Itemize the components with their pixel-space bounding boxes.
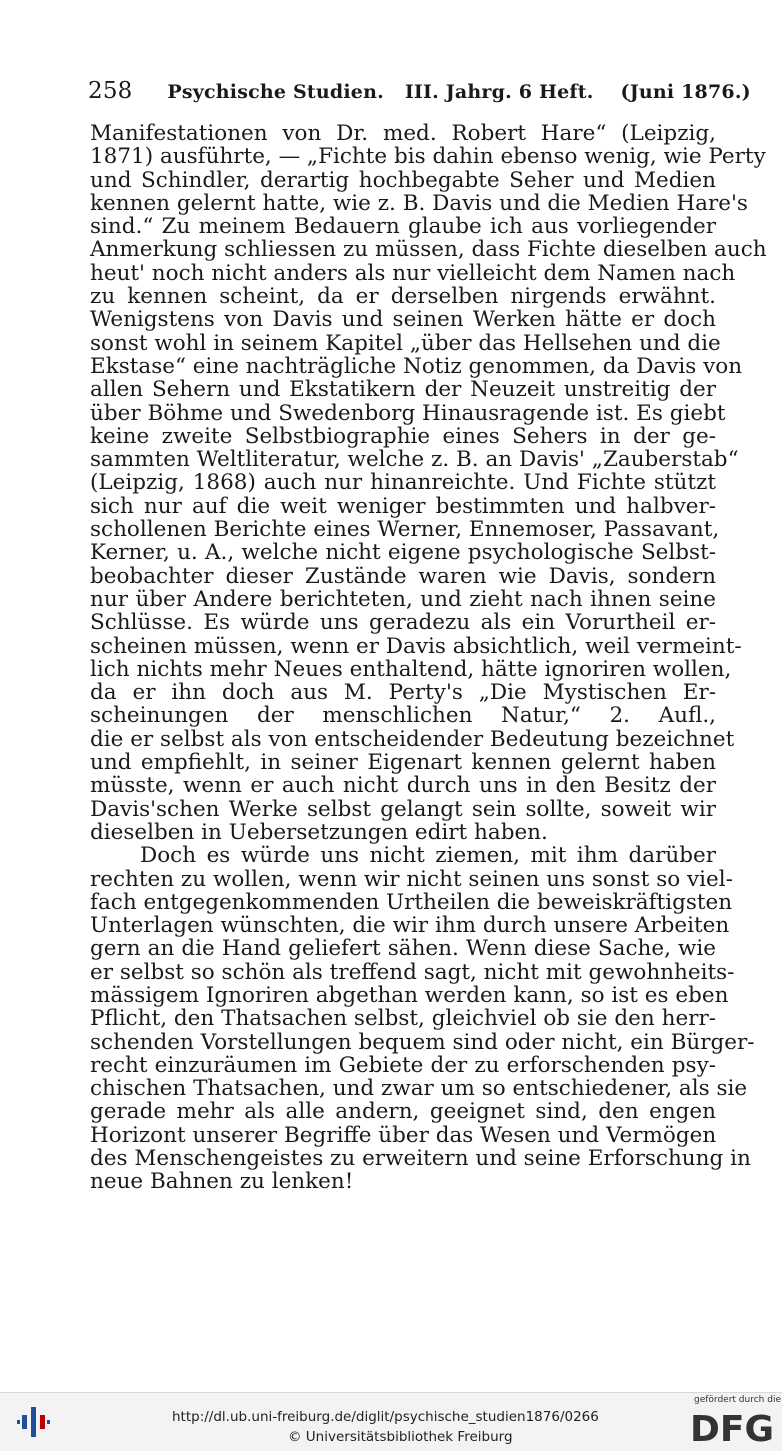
text-line: schenden Vorstellungen bequem sind oder nicht, ein Bürger- — [90, 1029, 755, 1055]
text-line: Schlüsse. Es würde uns geradezu als ein Vorurtheil er- — [90, 610, 716, 636]
text-line: Pflicht, den Thatsachen selbst, gleichviel ob sie den herr- — [90, 1006, 716, 1032]
text-line: über Böhme und Swedenborg Hinausragende ist. Es giebt — [90, 400, 726, 426]
text-line: des Menschengeistes zu erweitern und seine Erforschung in — [90, 1146, 751, 1172]
text-line: Anmerkung schliessen zu müssen, dass Fichte dieselben auch — [90, 237, 767, 263]
text-line: kennen gelernt hatte, wie z. B. Davis und die Medien Hare's — [90, 190, 748, 216]
text-line: recht einzuräumen im Gebiete der zu erforschenden psy- — [90, 1052, 716, 1078]
text-line: sind.“ Zu meinem Bedauern glaube ich aus vorliegender — [90, 214, 716, 240]
text-line: keine zweite Selbstbiographie eines Sehers in der ge- — [90, 423, 716, 449]
text-line: Davis'schen Werke selbst gelangt sein sollte, soweit wir — [90, 796, 716, 822]
text-line: zu kennen scheint, da er derselben nirgends erwähnt. — [90, 284, 716, 310]
text-line: sich nur auf die weit weniger bestimmten und halbver- — [90, 493, 716, 519]
text-line: nur über Andere berichteten, und zieht nach ihnen seine — [90, 586, 716, 612]
text-line: scheinungen der menschlichen Natur,“ 2. Aufl., — [90, 703, 716, 729]
text-line: müsste, wenn er auch nicht durch uns in den Besitz der — [90, 773, 716, 799]
issue-date: (Juni 1876.) — [620, 81, 751, 103]
text-line: gerade mehr als alle andern, geeignet sind, den engen — [90, 1099, 716, 1125]
text-line: lich nichts mehr Neues enthaltend, hätte ignoriren wollen, — [90, 656, 732, 682]
text-line: und empfiehlt, in seiner Eigenart kennen gelernt haben — [90, 750, 716, 776]
text-line: Ekstase“ eine nachträgliche Notiz genommen, da Davis von — [90, 353, 743, 379]
text-line: die er selbst als von entscheidender Bedeutung bezeichnet — [90, 726, 735, 752]
text-line: dieselben in Uebersetzungen edirt haben. — [90, 819, 548, 845]
text-line: Unterlagen wünschten, die wir ihm durch unsere Arbeiten — [90, 913, 730, 939]
text-line: (Leipzig, 1868) auch nur hinanreichte. Und Fichte stützt — [90, 470, 716, 496]
text-line: chischen Thatsachen, und zwar um so entschiedener, als sie — [90, 1076, 748, 1102]
text-line: allen Sehern und Ekstatikern der Neuzeit unstreitig der — [90, 377, 716, 403]
journal-title: Psychische Studien. — [167, 81, 384, 103]
footer-bar — [0, 1392, 782, 1451]
text-line: Horizont unserer Begriffe über das Wesen und Vermögen — [90, 1122, 717, 1148]
text-line: Kerner, u. A., welche nicht eigene psychologische Selbst- — [90, 540, 716, 566]
text-line: neue Bahnen zu lenken! — [90, 1169, 354, 1195]
text-line: rechten zu wollen, wenn wir nicht seinen uns sonst so viel- — [90, 866, 733, 892]
running-header — [88, 78, 751, 104]
text-line: 1871) ausführte, — „Fichte bis dahin ebenso wenig, wie Perty — [90, 144, 766, 170]
text-line: und Schindler, derartig hochbegabte Seher und Medien — [90, 167, 716, 193]
text-line: scheinen müssen, wenn er Davis absichtlich, weil vermeint- — [90, 633, 742, 659]
ub-freiburg-logo-icon — [14, 1401, 54, 1441]
text-line: sonst wohl in seinem Kapitel „über das Hellsehen und die — [90, 330, 721, 356]
text-line: fach entgegenkommenden Urtheilen die beweiskräftigsten — [90, 889, 733, 915]
text-line: heut' noch nicht anders als nur vielleicht dem Namen nach — [90, 260, 736, 286]
text-line: gern an die Hand geliefert sähen. Wenn diese Sache, wie — [90, 936, 716, 962]
svg-text:DFG: DFG — [690, 1409, 774, 1447]
text-line: Manifestationen von Dr. med. Robert Hare“ (Leipzig, — [90, 121, 716, 146]
text-line: Doch es würde uns nicht ziemen, mit ihm darüber — [140, 843, 716, 869]
funding-note: gefördert durch die — [694, 1395, 781, 1405]
text-line: sammten Weltliteratur, welche z. B. an Davis' „Zauberstab“ — [90, 447, 739, 473]
page-number: 258 — [88, 78, 133, 104]
body-text — [90, 121, 767, 1195]
dfg-logo-icon — [690, 1407, 774, 1447]
text-line: beobachter dieser Zustände waren wie Davis, sondern — [90, 563, 716, 589]
text-line: Wenigstens von Davis und seinen Werken hätte er doch — [90, 307, 716, 333]
issue-info: III. Jahrg. 6 Heft. — [404, 81, 594, 103]
copyright-notice: © Universitätsbibliothek Freiburg — [288, 1429, 513, 1445]
text-line: er selbst so schön als treffend sagt, nicht mit gewohnheits- — [90, 959, 735, 985]
text-line: da er ihn doch aus M. Perty's „Die Mystischen Er- — [90, 680, 716, 706]
text-line: mässigem Ignoriren abgethan werden kann, so ist es eben — [90, 982, 729, 1008]
source-url[interactable]: http://dl.ub.uni-freiburg.de/diglit/psychische_studien1876/0266 — [172, 1409, 599, 1425]
text-line: schollenen Berichte eines Werner, Ennemoser, Passavant, — [90, 517, 720, 543]
